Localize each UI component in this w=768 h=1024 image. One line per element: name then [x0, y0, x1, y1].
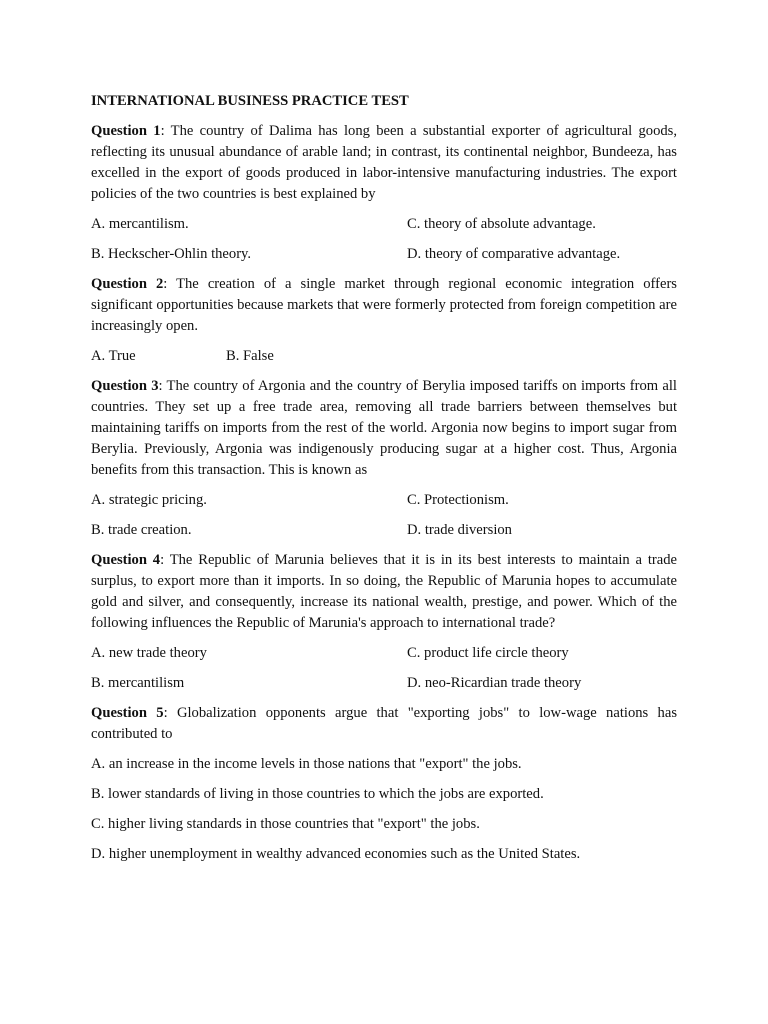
option-row	[91, 673, 677, 694]
question-2	[91, 274, 677, 337]
question-4	[91, 550, 677, 634]
option-b: B. Heckscher-Ohlin theory.	[91, 246, 252, 262]
question-1	[91, 121, 677, 205]
option-d: D. neo-Ricardian trade theory	[407, 675, 582, 691]
option-d: D. higher unemployment in wealthy advanced economies such as the United States.	[91, 846, 581, 862]
option-c: C. theory of absolute advantage.	[407, 216, 596, 232]
question-label: Question 4	[91, 552, 161, 568]
option-row	[91, 490, 677, 511]
option-d: D. trade diversion	[407, 522, 512, 538]
question-text: : The country of Argonia and the country of Berylia imposed tariffs on imports from all countries. They set up a free trade area, removing all trade barriers between themselves but maintaining tariffs on imports from the rest of the world. Argonia now begins to import sugar from Berylia. Previously, Argonia was indigenously producing sugar at a higher cost. Thus, Argonia benefits from this transaction. This is known as	[91, 378, 677, 478]
question-5	[91, 703, 677, 745]
option-a: A. strategic pricing.	[91, 492, 207, 508]
option-row	[91, 346, 677, 367]
option-a: A. new trade theory	[91, 645, 207, 661]
option-row	[91, 214, 677, 235]
question-text: : Globalization opponents argue that "exporting jobs" to low-wage nations has contributed to	[91, 705, 677, 742]
option-a: A. an increase in the income levels in those nations that "export" the jobs.	[91, 756, 522, 772]
option-c: C. Protectionism.	[407, 492, 509, 508]
option-d: D. theory of comparative advantage.	[407, 246, 621, 262]
option-c: C. higher living standards in those countries that "export" the jobs.	[91, 816, 480, 832]
question-label: Question 3	[91, 378, 159, 394]
question-label: Question 5	[91, 705, 164, 721]
option-b: B. mercantilism	[91, 675, 185, 691]
test-content	[91, 91, 677, 874]
question-text: : The country of Dalima has long been a substantial exporter of agricultural goods, reflecting its unusual abundance of arable land; in contrast, its continental neighbor, Bundeeza, has excelled in the export of goods produced in labor-intensive manufacturing industries. The export policies of the two countries is best explained by	[91, 123, 678, 202]
question-text: : The Republic of Marunia believes that it is in its best interests to maintain a trade surplus, to export more than it imports. In so doing, the Republic of Marunia hopes to accumulate gold and silver, and consequently, increase its national wealth, prestige, and power. Which of the following influences the Republic of Marunia's approach to international trade?	[91, 552, 677, 631]
option-row	[91, 244, 677, 265]
option-a: A. mercantilism.	[91, 216, 189, 232]
option-b: B. False	[226, 348, 274, 364]
option-row	[91, 520, 677, 541]
option-row	[91, 643, 677, 664]
option-b: B. lower standards of living in those countries to which the jobs are exported.	[91, 786, 544, 802]
option-a: A. True	[91, 348, 136, 364]
question-text: : The creation of a single market through regional economic integration offers significant opportunities because markets that were formerly protected from foreign competition are increasingly open.	[91, 276, 677, 334]
question-label: Question 2	[91, 276, 164, 292]
question-3	[91, 376, 677, 481]
page-title: INTERNATIONAL BUSINESS PRACTICE TEST	[91, 93, 409, 109]
question-label: Question 1	[91, 123, 161, 139]
option-b: B. trade creation.	[91, 522, 192, 538]
option-c: C. product life circle theory	[407, 645, 569, 661]
